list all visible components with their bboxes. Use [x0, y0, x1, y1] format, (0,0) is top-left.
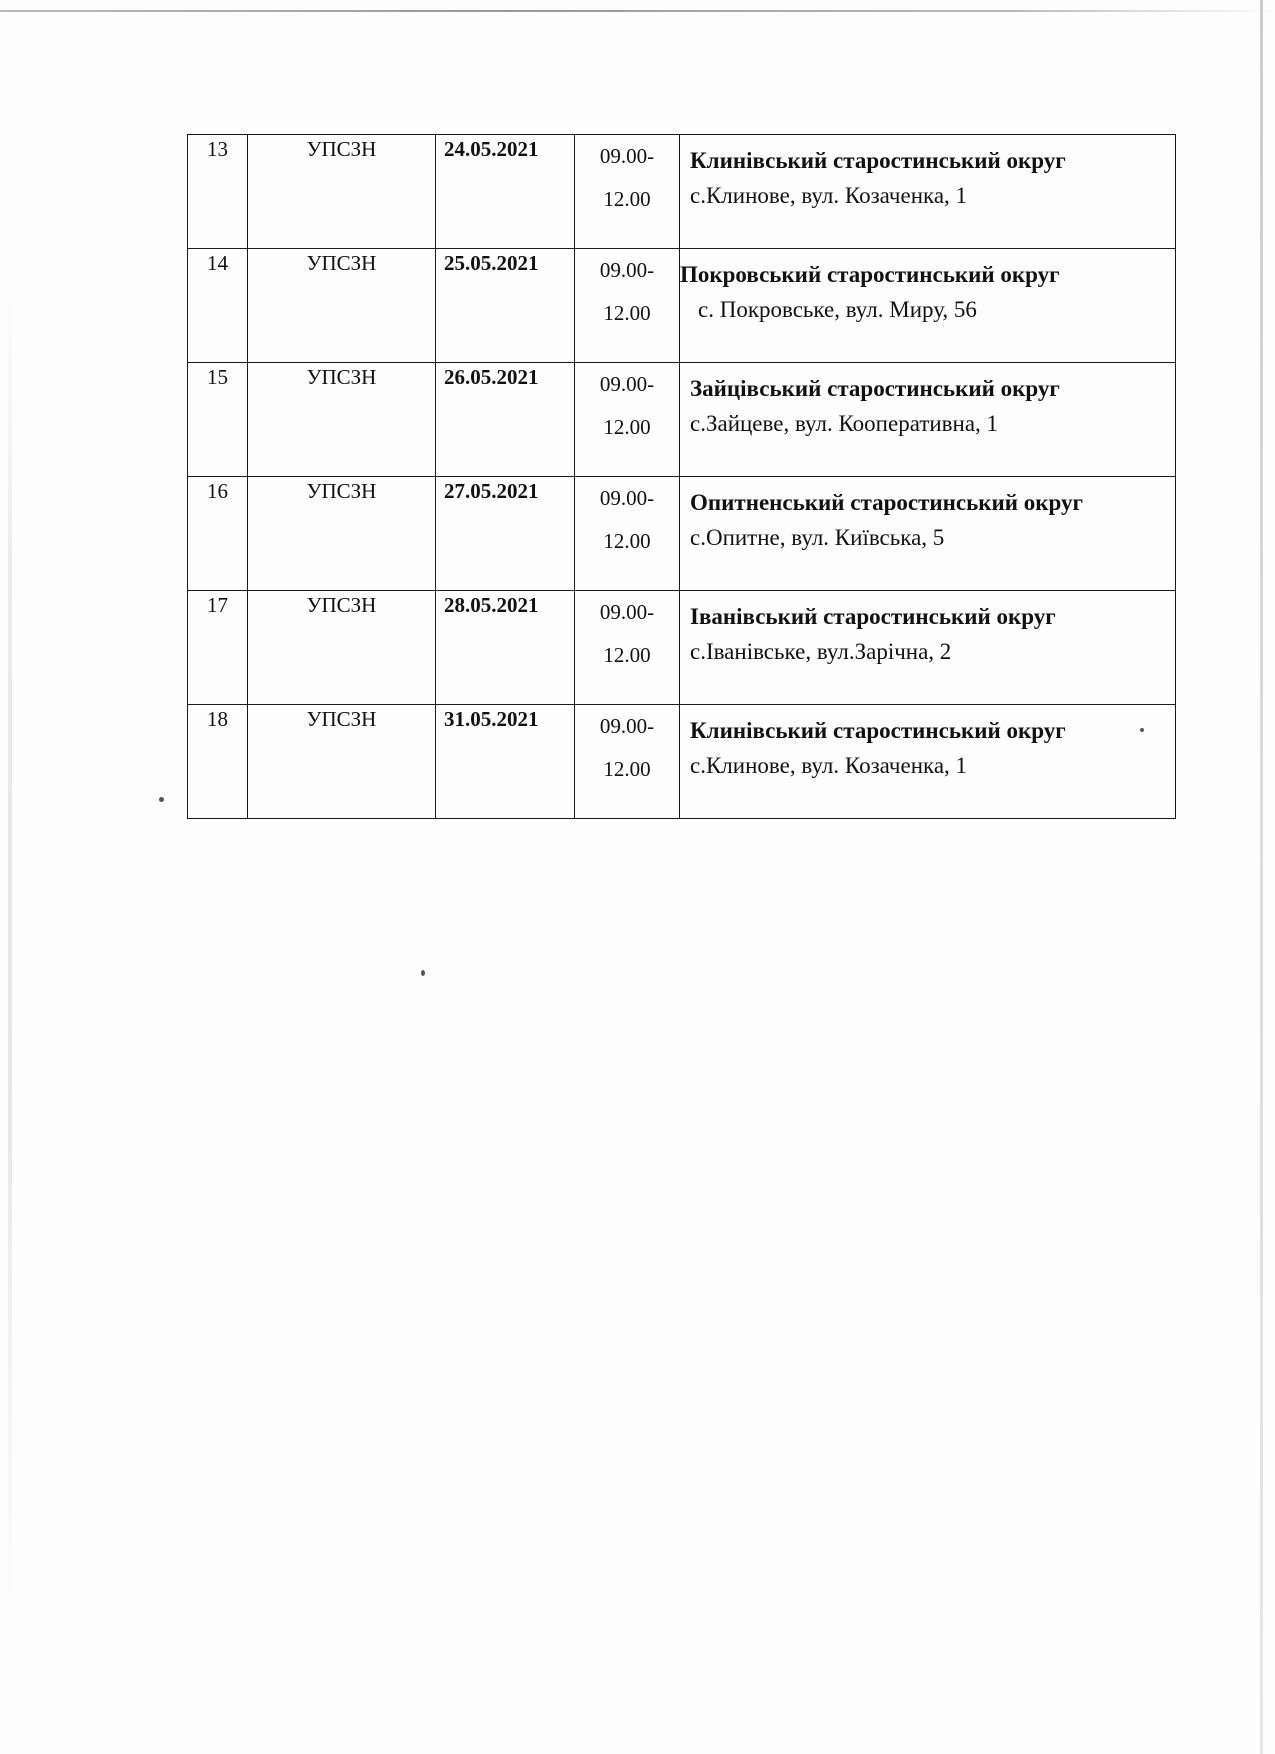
scan-right-edge	[1260, 0, 1263, 1754]
table-row	[188, 705, 1176, 819]
date-cell: 27.05.2021	[436, 477, 575, 591]
date-cell: 24.05.2021	[436, 135, 575, 249]
address-text: с.Опитне, вул. Київська, 5	[690, 525, 945, 550]
schedule-table	[187, 134, 1176, 819]
time-end: 12.00	[603, 757, 651, 781]
district-name: Опитненський старостинський округ	[690, 490, 1083, 515]
time-cell	[575, 135, 680, 249]
location-cell	[680, 705, 1176, 819]
table-row	[188, 363, 1176, 477]
row-number: 15	[188, 363, 248, 477]
time-end: 12.00	[603, 529, 651, 553]
time-start: 09.00-	[599, 600, 655, 624]
date-cell: 26.05.2021	[436, 363, 575, 477]
time-cell	[575, 363, 680, 477]
table-row	[188, 477, 1176, 591]
row-number: 14	[188, 249, 248, 363]
time-start: 09.00-	[599, 144, 655, 168]
time-end: 12.00	[603, 415, 651, 439]
department-cell: УПСЗН	[248, 591, 436, 705]
time-cell	[575, 477, 680, 591]
department-cell: УПСЗН	[248, 363, 436, 477]
department-cell: УПСЗН	[248, 249, 436, 363]
district-name: Зайцівський старостинський округ	[690, 376, 1060, 401]
row-number: 16	[188, 477, 248, 591]
time-end: 12.00	[603, 643, 651, 667]
table-row	[188, 591, 1176, 705]
district-name: Клинівський старостинський округ	[690, 718, 1066, 743]
address-text: с.Іванівське, вул.Зарічна, 2	[690, 639, 952, 664]
address-text: с.Зайцеве, вул. Кооперативна, 1	[690, 411, 999, 436]
time-cell	[575, 249, 680, 363]
row-number: 13	[188, 135, 248, 249]
address-text: с. Покровське, вул. Миру, 56	[698, 297, 977, 322]
department-cell: УПСЗН	[248, 477, 436, 591]
location-cell	[680, 135, 1176, 249]
row-number: 17	[188, 591, 248, 705]
address-text: с.Клинове, вул. Козаченка, 1	[690, 183, 968, 208]
scan-left-streak	[8, 300, 12, 1600]
scan-speck	[159, 797, 164, 802]
table-row	[188, 249, 1176, 363]
time-cell	[575, 705, 680, 819]
time-cell	[575, 591, 680, 705]
time-end: 12.00	[603, 301, 651, 325]
time-start: 09.00-	[599, 486, 655, 510]
scan-speck	[421, 970, 425, 976]
row-number: 18	[188, 705, 248, 819]
date-cell: 28.05.2021	[436, 591, 575, 705]
location-cell	[680, 591, 1176, 705]
location-cell	[680, 477, 1176, 591]
time-start: 09.00-	[599, 714, 655, 738]
scan-edge-line	[0, 10, 1275, 12]
district-name: Покровський старостинський округ	[680, 262, 1060, 287]
table-row	[188, 135, 1176, 249]
date-cell: 31.05.2021	[436, 705, 575, 819]
district-name: Іванівський старостинський округ	[690, 604, 1056, 629]
department-cell: УПСЗН	[248, 135, 436, 249]
time-end: 12.00	[603, 187, 651, 211]
location-cell	[680, 249, 1176, 363]
time-start: 09.00-	[599, 258, 655, 282]
location-cell	[680, 363, 1176, 477]
department-cell: УПСЗН	[248, 705, 436, 819]
date-cell: 25.05.2021	[436, 249, 575, 363]
address-text: с.Клинове, вул. Козаченка, 1	[690, 753, 968, 778]
time-start: 09.00-	[599, 372, 655, 396]
district-name: Клинівський старостинський округ	[690, 148, 1066, 173]
